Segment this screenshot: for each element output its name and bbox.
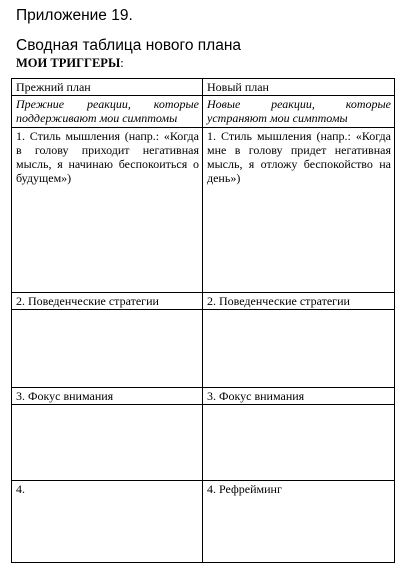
new-reactions-subheader: Новые реакции, которые устраняют мои симптомы [203, 96, 395, 128]
new-thinking-style-cell[interactable]: 1. Стиль мышления (напр.: «Когда мне в голову придет негативная мысль, я отложу беспокойство на день») [203, 128, 395, 293]
new-focus-label: 3. Фокус внимания [203, 388, 395, 405]
old-plan-header: Прежний план [12, 79, 203, 96]
table-subheader-row [12, 96, 395, 128]
old-behavior-cell[interactable] [12, 310, 203, 388]
triggers-label: МОИ ТРИГГЕРЫ [16, 56, 121, 70]
old-reactions-subheader: Прежние реакции, которые поддерживают мои симптомы [12, 96, 203, 128]
new-plan-header: Новый план [203, 79, 395, 96]
behavior-body-row [12, 310, 395, 388]
old-fourth-cell[interactable]: 4. [12, 481, 203, 563]
old-behavior-label: 2. Поведенческие стратегии [12, 293, 203, 310]
appendix-title: Приложение 19. [16, 7, 133, 24]
triggers-heading [16, 56, 124, 70]
behavior-label-row [12, 293, 395, 310]
fourth-row [12, 481, 395, 563]
triggers-colon: : [120, 56, 124, 70]
old-focus-label: 3. Фокус внимания [12, 388, 203, 405]
old-thinking-style-cell[interactable]: 1. Стиль мышления (напр.: «Когда в голову приходит негативная мысль, я начинаю беспокоиться о будущем») [12, 128, 203, 293]
focus-label-row [12, 388, 395, 405]
old-focus-cell[interactable] [12, 405, 203, 481]
plan-table [11, 78, 395, 563]
table-header-row [12, 79, 395, 96]
new-behavior-cell[interactable] [203, 310, 395, 388]
focus-body-row [12, 405, 395, 481]
new-reframing-cell[interactable]: 4. Рефрейминг [203, 481, 395, 563]
thinking-style-row [12, 128, 395, 293]
new-behavior-label: 2. Поведенческие стратегии [203, 293, 395, 310]
new-focus-cell[interactable] [203, 405, 395, 481]
summary-title: Сводная таблица нового плана [16, 37, 242, 54]
